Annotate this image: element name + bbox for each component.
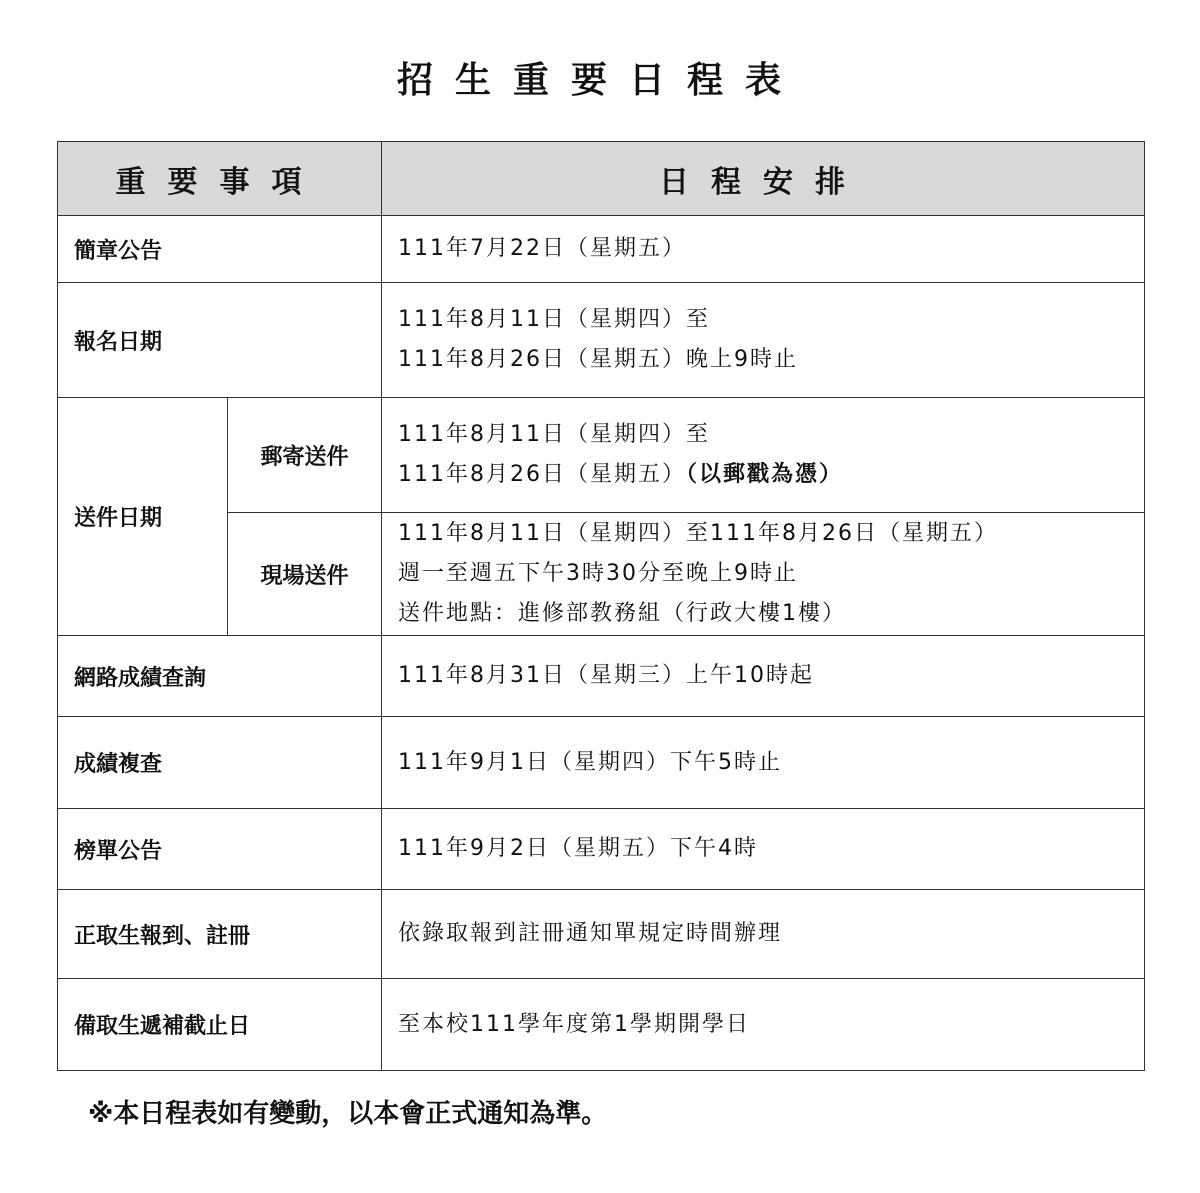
table-row xyxy=(58,216,1145,283)
page-title: 招生重要日程表 xyxy=(396,60,803,101)
table-row xyxy=(58,283,1145,398)
table-row xyxy=(58,890,1145,979)
row-value: 至本校111學年度第1學期開學日 xyxy=(382,979,1145,1071)
value-line: 111年8月11日（星期四）至 xyxy=(398,422,710,447)
header-important-items: 重要事項 xyxy=(58,142,382,216)
postmark-note: （以郵戳為憑） xyxy=(685,462,843,487)
value-line: 111年8月11日（星期四）至 xyxy=(398,307,710,332)
value-line: 111年8月26日（星期五）晚上9時止 xyxy=(398,347,798,372)
row-label: 備取生遞補截止日 xyxy=(58,979,382,1071)
sub-label-onsite: 現場送件 xyxy=(228,513,382,636)
table-row xyxy=(58,636,1145,717)
footer-note: ※本日程表如有變動，以本會正式通知為準。 xyxy=(88,1099,608,1129)
row-value xyxy=(382,513,1145,636)
table-row xyxy=(58,809,1145,890)
row-label: 網路成績查詢 xyxy=(58,636,382,717)
row-label: 榜單公告 xyxy=(58,809,382,890)
table-row xyxy=(58,979,1145,1071)
row-label: 報名日期 xyxy=(58,283,382,398)
row-value xyxy=(382,398,1145,513)
value-text: 111年8月26日（星期五） xyxy=(398,462,686,487)
table-row xyxy=(58,717,1145,809)
value-line xyxy=(398,455,1128,495)
value-line: 111年8月11日（星期四）至111年8月26日（星期五） xyxy=(398,521,998,546)
row-value: 111年8月31日（星期三）上午10時起 xyxy=(382,636,1145,717)
table-row xyxy=(58,398,1145,513)
value-line: 週一至週五下午3時30分至晚上9時止 xyxy=(398,561,798,586)
row-value: 111年7月22日（星期五） xyxy=(382,216,1145,283)
row-value: 111年9月2日（星期五）下午4時 xyxy=(382,809,1145,890)
header-schedule: 日程安排 xyxy=(382,142,1145,216)
sub-label-mail: 郵寄送件 xyxy=(228,398,382,513)
row-label: 簡章公告 xyxy=(58,216,382,283)
row-value xyxy=(382,283,1145,398)
row-value: 依錄取報到註冊通知單規定時間辦理 xyxy=(382,890,1145,979)
row-label: 成績複查 xyxy=(58,717,382,809)
value-line: 送件地點：進修部教務組（行政大樓1樓） xyxy=(398,601,846,626)
row-value: 111年9月1日（星期四）下午5時止 xyxy=(382,717,1145,809)
row-label: 送件日期 xyxy=(58,398,228,636)
row-label: 正取生報到、註冊 xyxy=(58,890,382,979)
schedule-table xyxy=(57,141,1145,1071)
table-header xyxy=(58,142,1145,216)
